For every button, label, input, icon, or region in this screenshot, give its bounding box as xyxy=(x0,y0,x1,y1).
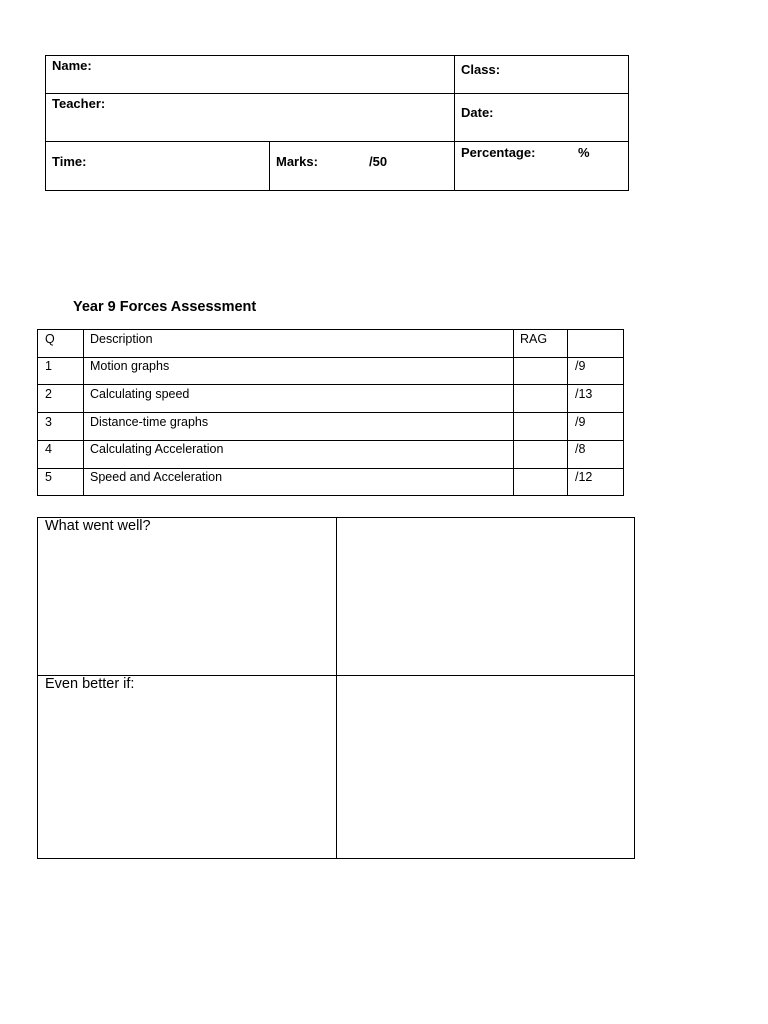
percent-sign: % xyxy=(578,145,590,160)
header-q: Q xyxy=(45,332,55,346)
rag-cell[interactable] xyxy=(514,469,567,495)
class-field[interactable] xyxy=(455,56,628,93)
rag-cell[interactable] xyxy=(514,413,567,440)
teacher-label: Teacher: xyxy=(52,96,106,111)
row-description: Distance-time graphs xyxy=(90,415,209,429)
marks-label: Marks: xyxy=(276,154,318,169)
date-field[interactable] xyxy=(455,94,628,141)
row-description: Speed and Acceleration xyxy=(90,470,223,484)
what-went-well-label: What went well? xyxy=(45,518,151,534)
rag-cell[interactable] xyxy=(514,441,567,468)
row-q: 2 xyxy=(45,387,52,401)
even-better-if-field[interactable] xyxy=(337,676,634,858)
what-went-well-field[interactable] xyxy=(337,518,634,675)
row-description: Motion graphs xyxy=(90,359,170,373)
row-q: 1 xyxy=(45,359,52,373)
date-label: Date: xyxy=(461,105,494,120)
time-field[interactable] xyxy=(46,142,269,190)
assessment-title: Year 9 Forces Assessment xyxy=(73,299,257,315)
row-q: 5 xyxy=(45,470,52,484)
class-label: Class: xyxy=(461,62,501,77)
row-description: Calculating Acceleration xyxy=(90,442,224,456)
teacher-field[interactable] xyxy=(46,94,454,141)
row-q: 4 xyxy=(45,442,52,456)
rag-cell[interactable] xyxy=(514,358,567,384)
rag-cell[interactable] xyxy=(514,385,567,412)
row-description: Calculating speed xyxy=(90,387,190,401)
row-marks: /12 xyxy=(575,470,593,484)
row-marks: /8 xyxy=(575,442,586,456)
even-better-if-label: Even better if: xyxy=(45,676,135,692)
percentage-label: Percentage: xyxy=(461,145,536,160)
row-q: 3 xyxy=(45,415,52,429)
name-label: Name: xyxy=(52,58,92,73)
time-label: Time: xyxy=(52,154,87,169)
header-description: Description xyxy=(90,332,153,346)
row-marks: /9 xyxy=(575,359,586,373)
name-field[interactable] xyxy=(46,56,454,93)
row-marks: /9 xyxy=(575,415,586,429)
marks-total: /50 xyxy=(369,154,388,169)
header-rag: RAG xyxy=(520,332,548,346)
row-marks: /13 xyxy=(575,387,593,401)
